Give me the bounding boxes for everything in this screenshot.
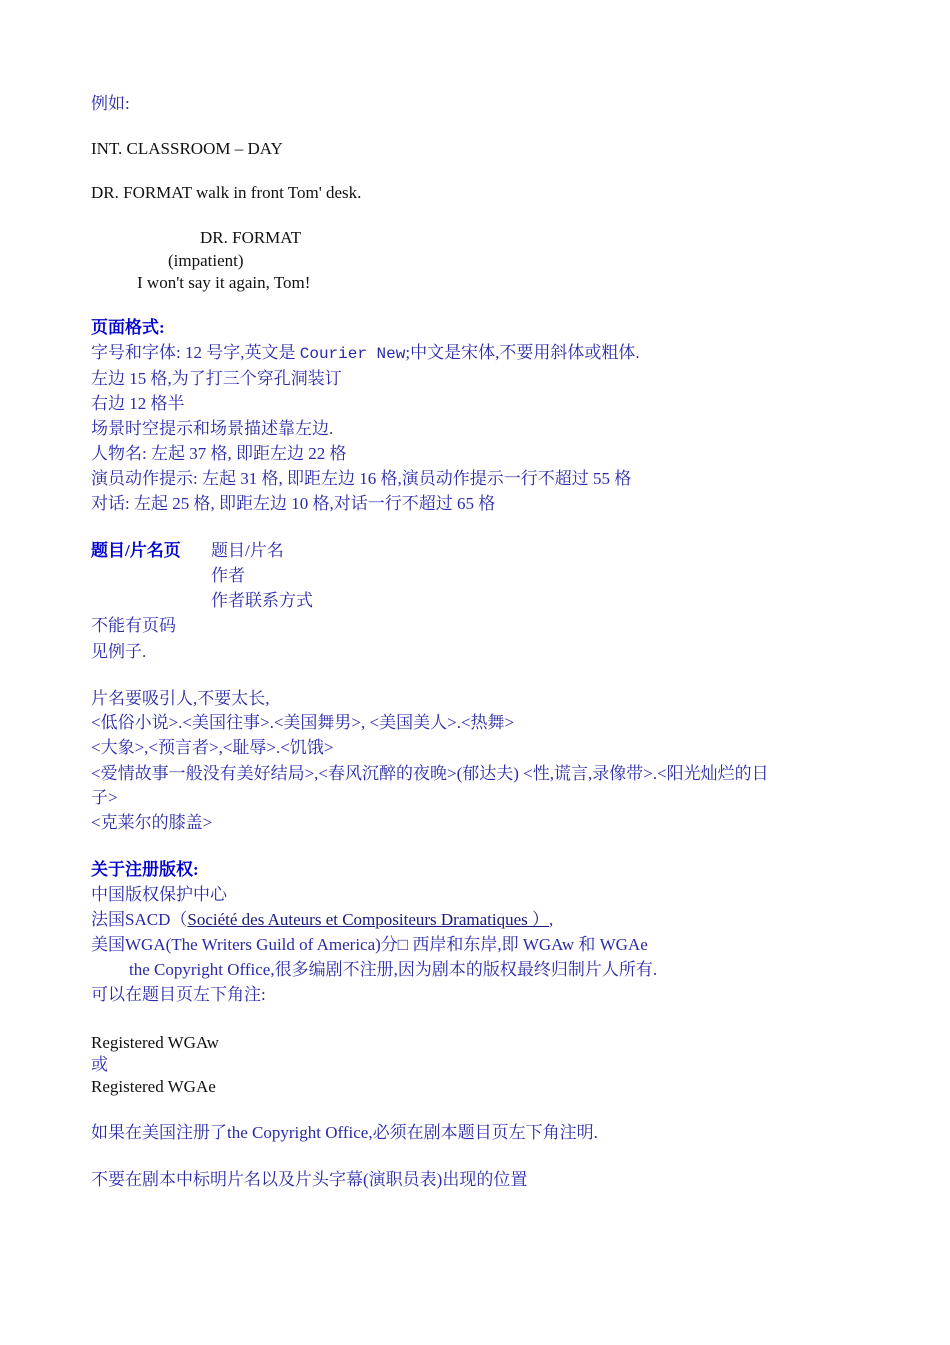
right-margin-spec: 右边 12 格半: [91, 394, 185, 413]
france-sacd-prefix: 法国SACD（: [91, 910, 188, 929]
scene-align-spec: 场景时空提示和场景描述靠左边.: [91, 419, 334, 438]
title-page-item: 作者联系方式: [211, 591, 313, 610]
title-page-item: 题目/片名: [211, 541, 284, 560]
usa-wga: 美国WGA(The Writers Guild of America)分□ 西岸和东岸,即 WGAw 和 WGAe: [91, 935, 648, 954]
action-line: DR. FORMAT walk in front Tom' desk.: [91, 183, 362, 202]
dialogue: I won't say it again, Tom!: [137, 273, 311, 292]
title-examples: <大象>,<预言者>,<耻辱>.<饥饿>: [91, 738, 334, 757]
france-sacd: [91, 908, 553, 932]
character-position-spec: 人物名: 左起 37 格, 即距左边 22 格: [91, 444, 347, 463]
title-examples: 子>: [91, 788, 118, 807]
font-spec-prefix: 字号和字体: 12 号字,英文是: [91, 343, 296, 362]
title-page-heading: 题目/片名页: [91, 541, 181, 560]
copyright-office-note: the Copyright Office,很多编剧不注册,因为剧本的版权最终归制片人所有.: [129, 960, 658, 979]
copyright-heading: 关于注册版权:: [91, 860, 199, 879]
font-name: Courier New: [299, 345, 406, 363]
registration-note: 可以在题目页左下角注:: [91, 985, 266, 1004]
registered-wgaw: Registered WGAw: [91, 1033, 219, 1052]
font-spec-suffix: ;中文是宋体,不要用斜体或粗体.: [405, 343, 640, 362]
us-office-note: 如果在美国注册了the Copyright Office,必须在剧本题目页左下角注明.: [91, 1123, 598, 1142]
registered-wgae: Registered WGAe: [91, 1077, 216, 1096]
title-examples: <克莱尔的膝盖>: [91, 813, 213, 832]
page-format-heading: 页面格式:: [91, 318, 165, 337]
see-example-note: 见例子.: [91, 642, 147, 661]
character-name: DR. FORMAT: [200, 228, 302, 247]
no-page-number-note: 不能有页码: [91, 616, 176, 635]
or-label: 或: [91, 1055, 108, 1074]
credits-note: 不要在剧本中标明片名以及片头字幕(演职员表)出现的位置: [91, 1170, 528, 1189]
china-copyright-center: 中国版权保护中心: [91, 885, 227, 904]
scene-heading: INT. CLASSROOM – DAY: [91, 139, 283, 158]
left-margin-spec: 左边 15 格,为了打三个穿孔洞装订: [91, 369, 342, 388]
title-advice: 片名要吸引人,不要太长,: [91, 689, 270, 708]
france-sacd-suffix: ,: [549, 910, 554, 929]
dialogue-position-spec: 对话: 左起 25 格, 即距左边 10 格,对话一行不超过 65 格: [91, 494, 496, 513]
parenthetical: (impatient): [168, 251, 244, 270]
title-examples: <低俗小说>.<美国往事>.<美国舞男>, <美国美人>.<热舞>: [91, 713, 515, 732]
title-page-item: 作者: [211, 566, 245, 585]
font-spec: [91, 341, 640, 366]
example-intro: 例如:: [91, 94, 130, 113]
parenthetical-position-spec: 演员动作提示: 左起 31 格, 即距左边 16 格,演员动作提示一行不超过 55 格: [91, 469, 632, 488]
title-examples: <爱情故事一般没有美好结局>,<春风沉醉的夜晚>(郁达夫) <性,谎言,录像带>.<阳光灿烂的日: [91, 764, 769, 783]
sacd-link[interactable]: Société des Auteurs et Compositeurs Dramatiques ）: [187, 910, 550, 929]
